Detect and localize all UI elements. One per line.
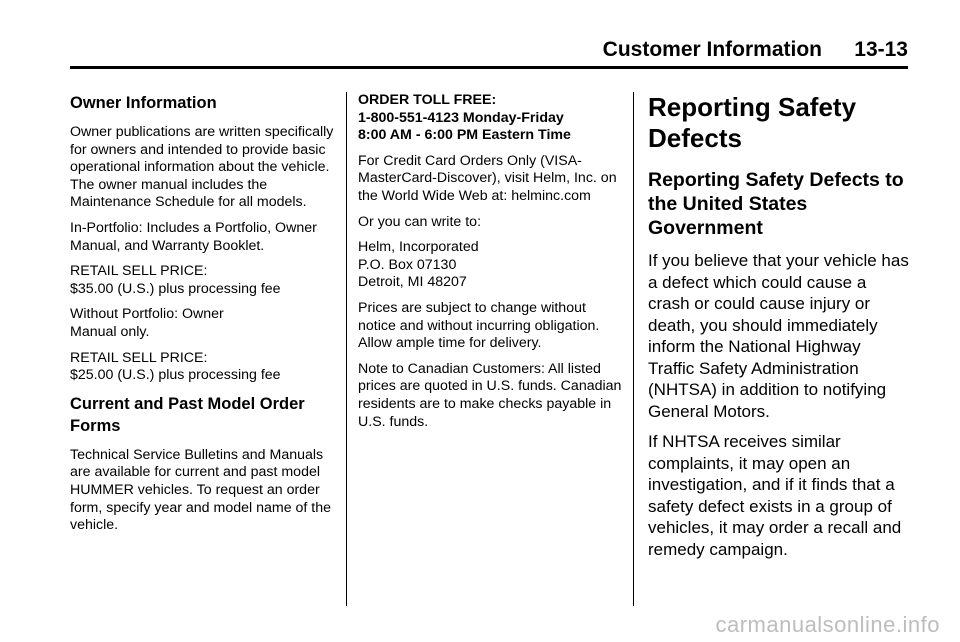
page-header [70, 38, 908, 69]
paragraph-prices: Prices are subject to change without notice and without incurring obligation. Allow ample time for delivery. [358, 299, 600, 352]
paragraph-service-bulletins: Technical Service Bulletins and Manuals are available for current and past model HUMMER vehicles. To request an order form, specify year and model name of the vehicle. [70, 446, 332, 534]
paragraph-without-portfolio: Without Portfolio: Owner Manual only. [70, 306, 224, 340]
column-divider-2 [633, 92, 634, 606]
paragraph-retail-price-2: RETAIL SELL PRICE: $25.00 (U.S.) plus processing fee [70, 349, 281, 384]
paragraph-credit-card: For Credit Card Orders Only (VISA-MasterCard-Discover), visit Helm, Inc. on the World Wide Web at: helminc.com [358, 152, 617, 204]
heading-owner-information: Owner Information [70, 94, 217, 112]
column-2 [358, 92, 623, 439]
watermark: carmanualsonline.info [715, 612, 940, 637]
paragraph-canadian-customers: Note to Canadian Customers: All listed prices are quoted in U.S. funds. Canadian residents are to make checks payable in U.S. funds. [358, 360, 622, 430]
paragraph-retail-price-1: RETAIL SELL PRICE: $35.00 (U.S.) plus processing fee [70, 263, 281, 297]
heading-order-forms: Current and Past Model Order Forms [70, 394, 305, 435]
heading-us-government: Reporting Safety Defects to the United States Government [648, 169, 904, 239]
page-number: 13-13 [854, 38, 908, 61]
paragraph-write-to: Or you can write to: [358, 213, 482, 230]
paragraph-owner-publications: Owner publications are written specifically for owners and intended to provide basic operational information about the vehicle. The owner manual includes the Maintenance Schedule for all models. [70, 124, 334, 211]
column-divider-1 [346, 92, 347, 606]
order-toll-free: ORDER TOLL FREE: 1-800-551-4123 Monday-Friday 8:00 AM - 6:00 PM Eastern Time [358, 92, 571, 144]
mailing-address: Helm, Incorporated P.O. Box 07130 Detroit, MI 48207 [358, 239, 479, 291]
paragraph-in-portfolio: In-Portfolio: Includes a Portfolio, Owner Manual, and Warranty Booklet. [70, 219, 317, 254]
paragraph-defect-belief: If you believe that your vehicle has a defect which could cause a crash or could cause injury or death, you should immediately inform the National Highway Traffic Safety Administration (NHTSA) in addition to notifying General Motors. [648, 251, 909, 421]
column-3 [648, 92, 910, 569]
paragraph-nhtsa-complaints: If NHTSA receives similar complaints, it may open an investigation, and if it finds that a safety defect exists in a group of vehicles, it may order a recall and remedy campaign. [648, 432, 902, 559]
section-title: Customer Information [602, 38, 822, 61]
column-1 [70, 92, 340, 543]
heading-reporting-safety-defects: Reporting Safety Defects [648, 92, 857, 153]
